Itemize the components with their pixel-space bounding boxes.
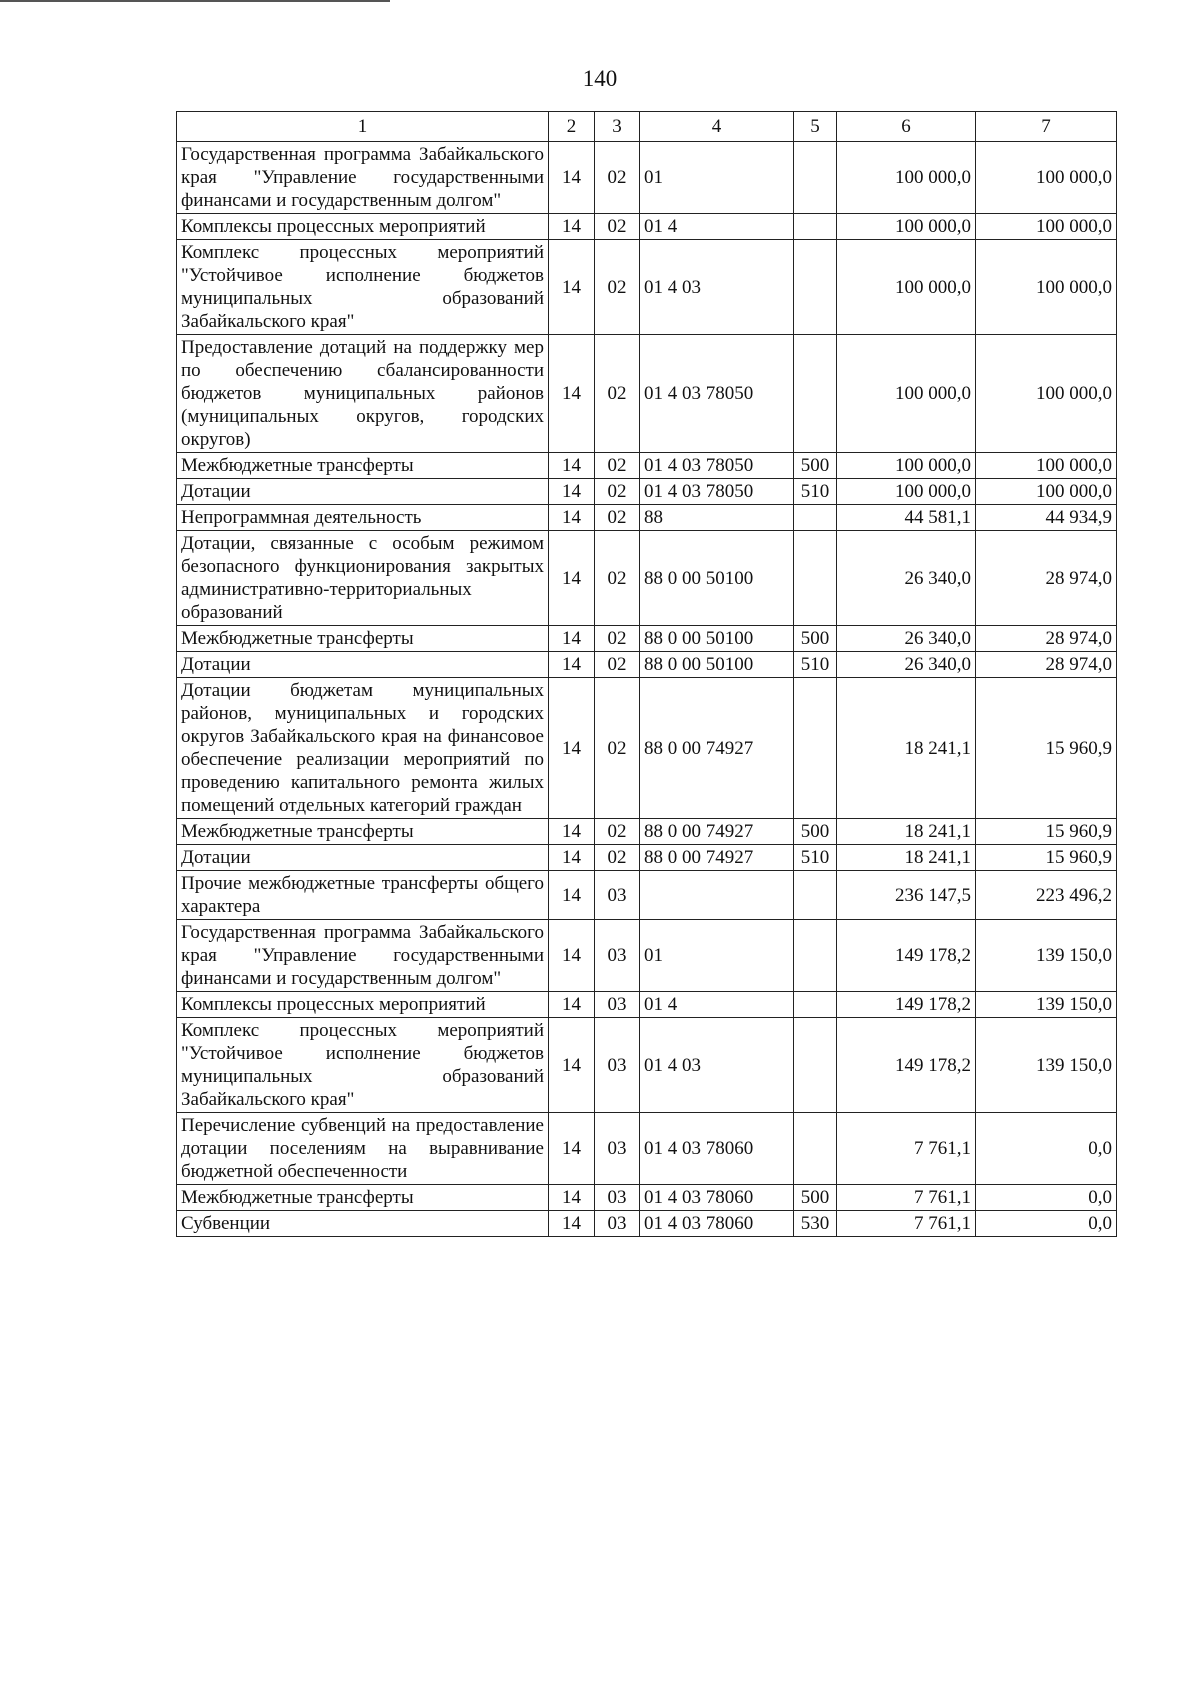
amount-col7-cell: 100 000,0 (976, 479, 1117, 505)
target-article-cell: 01 4 03 (640, 1018, 794, 1113)
table-row (177, 240, 1117, 335)
subsection-code-cell: 02 (595, 845, 640, 871)
row-name-cell: Межбюджетные трансферты (177, 453, 549, 479)
amount-col6-cell: 18 241,1 (837, 678, 976, 819)
top-border-line (0, 0, 390, 2)
table-row (177, 871, 1117, 920)
amount-col7-cell: 223 496,2 (976, 871, 1117, 920)
row-name-cell: Дотации (177, 479, 549, 505)
column-header-5: 5 (794, 112, 837, 142)
section-code-cell: 14 (549, 214, 595, 240)
amount-col6-cell: 100 000,0 (837, 479, 976, 505)
subsection-code-cell: 02 (595, 240, 640, 335)
column-header-6: 6 (837, 112, 976, 142)
amount-col6-cell: 149 178,2 (837, 992, 976, 1018)
section-code-cell: 14 (549, 652, 595, 678)
table-row (177, 142, 1117, 214)
target-article-cell: 88 0 00 74927 (640, 819, 794, 845)
subsection-code-cell: 03 (595, 871, 640, 920)
amount-col7-cell: 100 000,0 (976, 240, 1117, 335)
amount-col7-cell: 44 934,9 (976, 505, 1117, 531)
section-code-cell: 14 (549, 819, 595, 845)
amount-col6-cell: 100 000,0 (837, 453, 976, 479)
amount-col7-cell: 100 000,0 (976, 335, 1117, 453)
row-name-cell: Комплекс процессных мероприятий "Устойчивое исполнение бюджетов муниципальных образований Забайкальского края" (177, 240, 549, 335)
table-row (177, 453, 1117, 479)
row-name-cell: Дотации (177, 845, 549, 871)
table-row (177, 214, 1117, 240)
amount-col7-cell: 139 150,0 (976, 992, 1117, 1018)
expense-type-cell (794, 920, 837, 992)
amount-col7-cell: 100 000,0 (976, 453, 1117, 479)
column-header-7: 7 (976, 112, 1117, 142)
target-article-cell: 01 4 03 78050 (640, 479, 794, 505)
amount-col6-cell: 26 340,0 (837, 531, 976, 626)
section-code-cell: 14 (549, 1113, 595, 1185)
section-code-cell: 14 (549, 1185, 595, 1211)
page-number: 140 (582, 66, 618, 91)
amount-col7-cell: 15 960,9 (976, 845, 1117, 871)
table-row (177, 1211, 1117, 1237)
row-name-cell: Комплексы процессных мероприятий (177, 214, 549, 240)
section-code-cell: 14 (549, 678, 595, 819)
expense-type-cell (794, 505, 837, 531)
amount-col6-cell: 7 761,1 (837, 1211, 976, 1237)
target-article-cell: 01 4 03 78050 (640, 453, 794, 479)
section-code-cell: 14 (549, 453, 595, 479)
expense-type-cell: 500 (794, 1185, 837, 1211)
target-article-cell: 01 4 03 78060 (640, 1113, 794, 1185)
amount-col6-cell: 100 000,0 (837, 335, 976, 453)
subsection-code-cell: 02 (595, 479, 640, 505)
amount-col7-cell: 28 974,0 (976, 652, 1117, 678)
expense-type-cell: 510 (794, 479, 837, 505)
amount-col7-cell: 0,0 (976, 1113, 1117, 1185)
row-name-cell: Перечисление субвенций на предоставление дотации поселениям на выравнивание бюджетной обеспеченности (177, 1113, 549, 1185)
column-header-3: 3 (595, 112, 640, 142)
section-code-cell: 14 (549, 920, 595, 992)
subsection-code-cell: 03 (595, 1018, 640, 1113)
row-name-cell: Комплексы процессных мероприятий (177, 992, 549, 1018)
table-row (177, 845, 1117, 871)
expense-type-cell (794, 678, 837, 819)
subsection-code-cell: 02 (595, 335, 640, 453)
amount-col6-cell: 44 581,1 (837, 505, 976, 531)
row-name-cell: Государственная программа Забайкальского края "Управление государственными финансами и государственным долгом" (177, 920, 549, 992)
target-article-cell: 01 4 (640, 992, 794, 1018)
section-code-cell: 14 (549, 845, 595, 871)
table-row (177, 920, 1117, 992)
expense-type-cell: 500 (794, 453, 837, 479)
amount-col7-cell: 15 960,9 (976, 819, 1117, 845)
expense-type-cell (794, 142, 837, 214)
table-header-row (177, 112, 1117, 142)
table-row (177, 335, 1117, 453)
table-row (177, 652, 1117, 678)
expense-type-cell: 500 (794, 626, 837, 652)
section-code-cell: 14 (549, 479, 595, 505)
subsection-code-cell: 03 (595, 1211, 640, 1237)
target-article-cell: 01 (640, 920, 794, 992)
amount-col6-cell: 100 000,0 (837, 214, 976, 240)
subsection-code-cell: 02 (595, 453, 640, 479)
expense-type-cell: 510 (794, 845, 837, 871)
target-article-cell (640, 871, 794, 920)
subsection-code-cell: 02 (595, 819, 640, 845)
budget-table (176, 111, 1117, 1237)
amount-col7-cell: 28 974,0 (976, 626, 1117, 652)
amount-col6-cell: 100 000,0 (837, 240, 976, 335)
target-article-cell: 01 (640, 142, 794, 214)
target-article-cell: 88 0 00 50100 (640, 531, 794, 626)
amount-col6-cell: 149 178,2 (837, 920, 976, 992)
expense-type-cell (794, 335, 837, 453)
amount-col6-cell: 7 761,1 (837, 1113, 976, 1185)
column-header-1: 1 (177, 112, 549, 142)
section-code-cell: 14 (549, 626, 595, 652)
row-name-cell: Межбюджетные трансферты (177, 819, 549, 845)
row-name-cell: Дотации (177, 652, 549, 678)
table-row (177, 1185, 1117, 1211)
amount-col6-cell: 18 241,1 (837, 845, 976, 871)
subsection-code-cell: 02 (595, 142, 640, 214)
amount-col7-cell: 139 150,0 (976, 920, 1117, 992)
subsection-code-cell: 02 (595, 531, 640, 626)
table-row (177, 626, 1117, 652)
section-code-cell: 14 (549, 1018, 595, 1113)
subsection-code-cell: 02 (595, 626, 640, 652)
subsection-code-cell: 02 (595, 652, 640, 678)
subsection-code-cell: 03 (595, 1185, 640, 1211)
row-name-cell: Субвенции (177, 1211, 549, 1237)
target-article-cell: 01 4 03 78060 (640, 1185, 794, 1211)
amount-col7-cell: 15 960,9 (976, 678, 1117, 819)
target-article-cell: 01 4 03 78050 (640, 335, 794, 453)
row-name-cell: Прочие межбюджетные трансферты общего характера (177, 871, 549, 920)
table-row (177, 531, 1117, 626)
table-row (177, 505, 1117, 531)
section-code-cell: 14 (549, 1211, 595, 1237)
row-name-cell: Непрограммная деятельность (177, 505, 549, 531)
amount-col7-cell: 0,0 (976, 1211, 1117, 1237)
target-article-cell: 01 4 03 78060 (640, 1211, 794, 1237)
subsection-code-cell: 02 (595, 505, 640, 531)
table-row (177, 1018, 1117, 1113)
subsection-code-cell: 03 (595, 992, 640, 1018)
subsection-code-cell: 02 (595, 214, 640, 240)
amount-col7-cell: 0,0 (976, 1185, 1117, 1211)
expense-type-cell (794, 1018, 837, 1113)
amount-col7-cell: 28 974,0 (976, 531, 1117, 626)
table-row (177, 819, 1117, 845)
amount-col7-cell: 100 000,0 (976, 142, 1117, 214)
row-name-cell: Дотации, связанные с особым режимом безопасного функционирования закрытых административно-территориальных образований (177, 531, 549, 626)
target-article-cell: 01 4 03 (640, 240, 794, 335)
column-header-4: 4 (640, 112, 794, 142)
expense-type-cell: 500 (794, 819, 837, 845)
table-row (177, 1113, 1117, 1185)
row-name-cell: Предоставление дотаций на поддержку мер по обеспечению сбалансированности бюджетов муниципальных районов (муниципальных округов, городских округов) (177, 335, 549, 453)
table-row (177, 479, 1117, 505)
expense-type-cell (794, 531, 837, 626)
expense-type-cell: 530 (794, 1211, 837, 1237)
amount-col6-cell: 100 000,0 (837, 142, 976, 214)
target-article-cell: 88 0 00 50100 (640, 626, 794, 652)
amount-col6-cell: 149 178,2 (837, 1018, 976, 1113)
section-code-cell: 14 (549, 240, 595, 335)
section-code-cell: 14 (549, 505, 595, 531)
row-name-cell: Государственная программа Забайкальского края "Управление государственными финансами и государственным долгом" (177, 142, 549, 214)
expense-type-cell: 510 (794, 652, 837, 678)
expense-type-cell (794, 992, 837, 1018)
row-name-cell: Межбюджетные трансферты (177, 626, 549, 652)
target-article-cell: 01 4 (640, 214, 794, 240)
amount-col6-cell: 7 761,1 (837, 1185, 976, 1211)
section-code-cell: 14 (549, 992, 595, 1018)
subsection-code-cell: 03 (595, 920, 640, 992)
subsection-code-cell: 03 (595, 1113, 640, 1185)
table-row (177, 992, 1117, 1018)
target-article-cell: 88 0 00 50100 (640, 652, 794, 678)
amount-col6-cell: 236 147,5 (837, 871, 976, 920)
row-name-cell: Межбюджетные трансферты (177, 1185, 549, 1211)
table-row (177, 678, 1117, 819)
expense-type-cell (794, 240, 837, 335)
target-article-cell: 88 0 00 74927 (640, 678, 794, 819)
amount-col6-cell: 26 340,0 (837, 652, 976, 678)
target-article-cell: 88 0 00 74927 (640, 845, 794, 871)
expense-type-cell (794, 214, 837, 240)
amount-col7-cell: 100 000,0 (976, 214, 1117, 240)
expense-type-cell (794, 1113, 837, 1185)
amount-col6-cell: 26 340,0 (837, 626, 976, 652)
section-code-cell: 14 (549, 871, 595, 920)
section-code-cell: 14 (549, 335, 595, 453)
amount-col6-cell: 18 241,1 (837, 819, 976, 845)
amount-col7-cell: 139 150,0 (976, 1018, 1117, 1113)
row-name-cell: Комплекс процессных мероприятий "Устойчивое исполнение бюджетов муниципальных образований Забайкальского края" (177, 1018, 549, 1113)
column-header-2: 2 (549, 112, 595, 142)
section-code-cell: 14 (549, 142, 595, 214)
row-name-cell: Дотации бюджетам муниципальных районов, муниципальных и городских округов Забайкальского края на финансовое обеспечение реализации мероприятий по проведению капитального ремонта жилых помещений отдельных категорий граждан (177, 678, 549, 819)
target-article-cell: 88 (640, 505, 794, 531)
subsection-code-cell: 02 (595, 678, 640, 819)
expense-type-cell (794, 871, 837, 920)
section-code-cell: 14 (549, 531, 595, 626)
